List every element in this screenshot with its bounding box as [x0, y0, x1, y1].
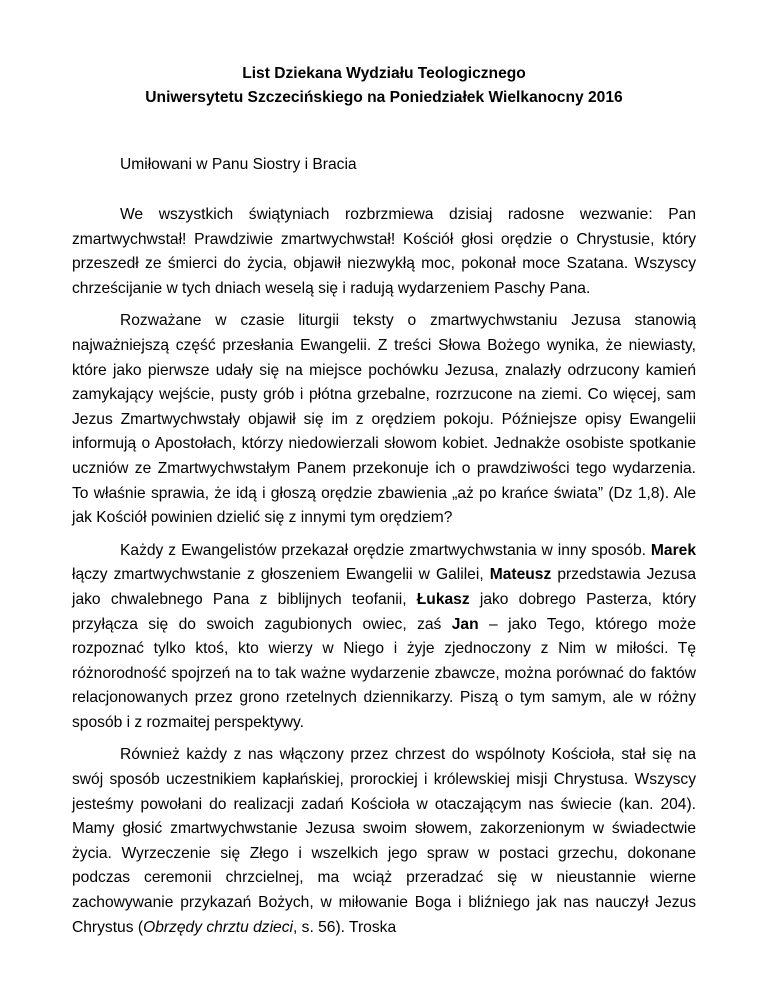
evangelist-matthew: Mateusz — [489, 566, 552, 584]
paragraph-3-text-4: jako dobrego Pasterza, który przyłącza się do swoich zagubionych owiec, zaś — [72, 590, 696, 633]
evangelist-mark: Marek — [650, 541, 696, 559]
paragraph-3 — [72, 539, 696, 736]
paragraph-4-text-1: Również każdy z nas włączony przez chrzest do wspólnoty Kościoła, stał się na swój sposób uczestnikiem kapłańskiej, prorockiej i królewskiej misji Chrystusa. Wszyscy jesteśmy powołani do realizacji zadań Kościoła w otaczającym nas świecie (kan. 204). Mamy głosić zmartwychwstanie Jezusa swoim słowem, zakorzenionym w świadectwie życia. Wyrzeczenie się Złego i wszelkich jego spraw w postaci grzechu, dokonane podczas ceremonii chrzcielnej, ma wciąż przeradzać się w nieustannie wierne zachowywanie przykazań Bożych, w miłowanie Boga i bliźniego jak nas nauczył Jezus Chrystus ( — [72, 746, 696, 936]
title-line-1: List Dziekana Wydziału Teologicznego — [242, 65, 526, 82]
title-line-2: Uniwersytetu Szczecińskiego na Poniedziałek Wielkanocny 2016 — [145, 89, 623, 106]
salutation: Umiłowani w Panu Siostry i Bracia — [120, 156, 357, 173]
evangelist-luke: Łukasz — [416, 590, 470, 608]
evangelist-john: Jan — [451, 615, 479, 633]
paragraph-3-text-2: łączy zmartwychwstanie z głoszeniem Ewangelii w Galilei, — [72, 566, 490, 584]
citation-title: Obrzędy chrztu dzieci — [143, 918, 293, 936]
paragraph-2: Rozważane w czasie liturgii teksty o zmartwychwstaniu Jezusa stanowią najważniejszą część przesłania Ewangelii. Z treści Słowa Bożego wynika, że niewiasty, które jako pierwsze udały się na miejsce pochówku Jezusa, znalazły odrzucony kamień zamykający wejście, pusty grób i płótna grzebalne, rozrzucone na ziemi. Co więcej, sam Jezus Zmartwychwstały objawił się im z orędziem pokoju. Późniejsze opisy Ewangelii informują o Apostołach, którzy niedowierzali słowom kobiet. Jednakże osobiste spotkanie uczniów ze Zmartwychwstałym Panem przekonuje ich o prawdziwości tego wydarzenia. To właśnie sprawia, że idą i głoszą orędzie zbawienia „aż po krańce świata” (Dz 1,8). Ale jak Kościół powinien dzielić się z innymi tym orędziem? — [72, 312, 696, 527]
letter-body — [72, 203, 696, 948]
document-title — [72, 62, 696, 110]
paragraph-4 — [72, 743, 696, 940]
paragraph-1: We wszystkich świątyniach rozbrzmiewa dzisiaj radosne wezwanie: Pan zmartwychwstał! Prawdziwie zmartwychwstał! Kościół głosi orędzie o Chrystusie, który przeszedł ze śmierci do życia, objawił niezwykłą moc, pokonał moce Szatana. Wszyscy chrześcijanie w tych dniach weselą się i radują wydarzeniem Paschy Pana. — [72, 206, 696, 297]
paragraph-3-text-1: Każdy z Ewangelistów przekazał orędzie zmartwychwstania w inny sposób. — [120, 541, 651, 559]
paragraph-3-text-3: przedstawia Jezusa jako chwalebnego Pana z biblijnych teofanii, — [72, 566, 696, 608]
paragraph-4-text-2: , s. 56). Troska — [293, 918, 397, 936]
paragraph-3-text-5: – jako Tego, którego może rozpoznać tylko ktoś, kto wierzy w Niego i żyje zjednoczony z Nim w miłości. Tę różnorodność spojrzeń na to tak ważne wydarzenie zbawcze, można porównać do faktów relacjonowanych przez grono rzetelnych dziennikarzy. Piszą o tym samym, ale w różny sposób i z rozmaitej perspektywy. — [72, 615, 696, 731]
